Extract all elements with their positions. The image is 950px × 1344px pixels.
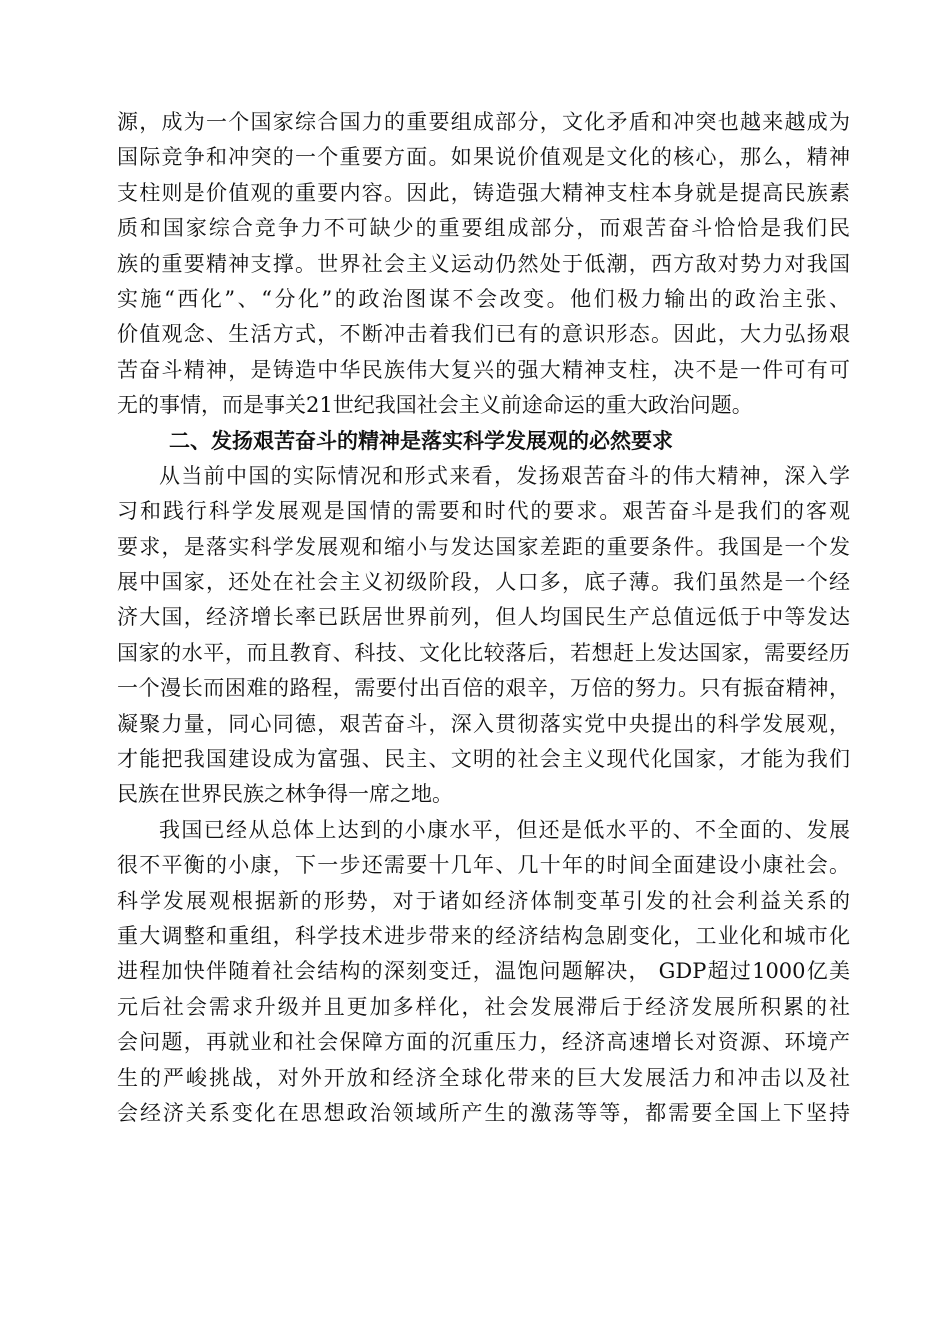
text-line: 从当前中国的实际情况和形式来看，发扬艰苦奋斗的伟大精神，深入学 [159, 463, 850, 488]
text-line: 才能把我国建设成为富强、民主、文明的社会主义现代化国家，才能为我们 [117, 747, 850, 772]
text-line: 源，成为一个国家综合国力的重要组成部分，文化矛盾和冲突也越来越成为 [117, 110, 850, 134]
text-line: 会经济关系变化在思想政治领域所产生的激荡等等，都需要全国上下坚持 [117, 1100, 850, 1125]
text-line: 重大调整和重组，科学技术进步带来的经济结构急剧变化，工业化和城市化 [117, 923, 850, 948]
paragraph [117, 813, 850, 1132]
text-line: 元后社会需求升级并且更加多样化，社会发展滞后于经济发展所积累的社 [117, 994, 850, 1019]
text-line: 很不平衡的小康，下一步还需要十几年、几十年的时间全面建设小康社会。 [117, 853, 850, 878]
paragraph [117, 459, 850, 813]
text-line: 凝聚力量，同心同德，艰苦奋斗，深入贯彻落实党中央提出的科学发展观， [117, 711, 850, 736]
text-line: 进程加快伴随着社会结构的深刻变迁，温饱问题解决， GDP超过1000亿美 [117, 959, 850, 984]
text-line: 一个漫长而困难的路程，需要付出百倍的艰辛，万倍的努力。只有振奋精神， [117, 676, 850, 701]
text-line: 会问题，再就业和社会保障方面的沉重压力，经济高速增长对资源、环境产 [117, 1030, 850, 1055]
text-line: 生的严峻挑战，对外开放和经济全球化带来的巨大发展活力和冲击以及社 [117, 1065, 850, 1090]
text-line: 实施“西化”、“分化”的政治图谋不会改变。他们极力输出的政治主张、 [117, 286, 850, 311]
document-page [117, 105, 850, 1131]
text-line: 苦奋斗精神，是铸造中华民族伟大复兴的强大精神支柱，决不是一件可有可 [117, 357, 850, 382]
text-line: 科学发展观根据新的形势，对于诸如经济体制变革引发的社会利益关系的 [117, 888, 850, 913]
text-line: 国际竞争和冲突的一个重要方面。如果说价值观是文化的核心，那么，精神 [117, 145, 850, 170]
text-line: 质和国家综合竞争力不可缺少的重要组成部分，而艰苦奋斗恰恰是我们民 [117, 216, 850, 241]
text-line: 济大国，经济增长率已跃居世界前列，但人均国民生产总值远低于中等发达 [117, 605, 850, 630]
text-line: 展中国家，还处在社会主义初级阶段，人口多，底子薄。我们虽然是一个经 [117, 570, 850, 595]
text-line: 民族在世界民族之林争得一席之地。 [117, 782, 453, 807]
heading-text: 二、发扬艰苦奋斗的精神是落实科学发展观的必然要求 [169, 428, 673, 453]
text-line: 要求，是落实科学发展观和缩小与发达国家差距的重要条件。我国是一个发 [117, 534, 850, 559]
text-line: 价值观念、生活方式，不断冲击着我们已有的意识形态。因此，大力弘扬艰 [117, 322, 850, 347]
text-line: 族的重要精神支撑。世界社会主义运动仍然处于低潮，西方敌对势力对我国 [117, 251, 850, 276]
section-heading [117, 424, 850, 459]
text-line: 国家的水平，而且教育、科技、文化比较落后，若想赶上发达国家，需要经历 [117, 640, 850, 665]
text-line: 我国已经从总体上达到的小康水平，但还是低水平的、不全面的、发展 [159, 817, 850, 842]
text-line: 无的事情，而是事关21世纪我国社会主义前途命运的重大政治问题。 [117, 393, 753, 418]
text-line: 支柱则是价值观的重要内容。因此，铸造强大精神支柱本身就是提高民族素 [117, 180, 850, 205]
text-line: 习和践行科学发展观是国情的需要和时代的要求。艰苦奋斗是我们的客观 [117, 499, 850, 524]
paragraph [117, 105, 850, 424]
